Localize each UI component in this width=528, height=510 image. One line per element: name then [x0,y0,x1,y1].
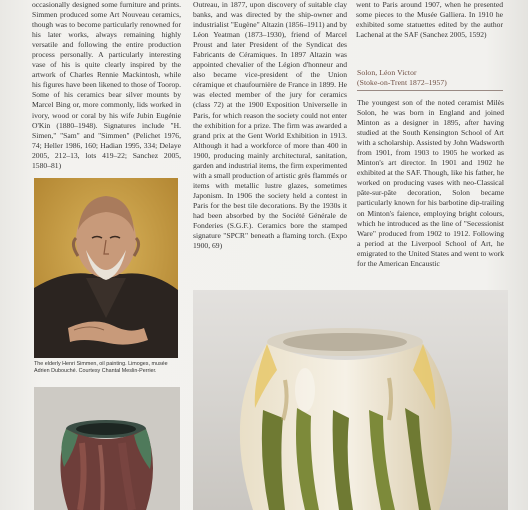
body-text: occasionally designed some furniture and prints. Simmen produced some Art Nouveau ceramics, though was to become particularly renowned for his later works, always remaining highly versatile and following the entire production process personally. A particularly interesting vase of his is quite clearly inspired by the artwork of Charles Rennie Mackintosh, while his figures have been likened to those of Toorop. Some of his ceramics bear silver mounts by Marcel Bing or, more commonly, lids worked in ivory, wood or coral by his wife Jubin Eugénie O'Kin (1880–1948). Signatures include "H. Simen," "Sam" and "Simmen" (Pelichet 1976, 74; Heller 1986, 160; Hadian 1995, 334; Delaye 2005, 212–13, lots 419–22; Sanchez 2005, 1580–81) [32,0,181,170]
body-text: went to Paris around 1907, when he presented some pieces to the Musée Galliera. In 1910 he exhibited some statuettes edited by the author Lachenal at the SAF (Sanchez 2005, 1592) [356,0,503,40]
entry-heading [357,68,507,88]
divider [357,90,503,91]
vase-image [193,290,508,510]
portrait-image [34,178,178,358]
vase-image [34,387,180,510]
text-column-left [32,0,181,183]
text-column-right [357,98,504,280]
portrait-painting [34,178,178,358]
figure-caption: The elderly Henri Simmen, oil painting. Limoges, musée Adrien Dubouché. Courtesy Chantal Meslin-Perrier. [34,361,168,375]
body-text: Outreau, in 1877, upon discovery of suitable clay banks, and was directed by the ship-owner and industrialist "Eugène" Altazin (1856–1911) and by Léon Yeatman (1873–1930), friend of Marcel Proust and later President of the Syndicat des Fabricants de Céramiques. In 1897 Altazin was appointed chevalier of the Légion d'honneur and also became vice-president of the Union céramique et chaufournière de France in 1899. He was elected member of the jury for ceramics (class 72) at the 1900 Exposition Universelle in Paris, for which reason the society could not enter the exhibition for a prize. The firm was awarded a grand prix at the Gent World Exhibition in 1913. Although it had a workforce of more than 400 in 1900, producing mainly architectural, sanitation, garden and industrial items, the firm experimented with a small production of artistic grès flammés or items with metallic lustre glazes, sometimes Japonism. In 1906 the society held a contest in Paris for the best tile decorations. By the 1930s it had been absorbed by the Société Générale de Fonderies (S.G.F.). Ceramics bore the stamped signature "SPCR" beneath a flaming torch. (Expo 1900, 69) [193,0,347,251]
entry-name: Solon, Léon Victor [357,68,417,77]
text-column-middle [193,0,347,278]
vase-photo-large [193,290,508,510]
text-column-right-top [356,0,503,46]
vase-photo-small [34,387,180,510]
entry-place: (Stoke-on-Trent 1872–1957) [357,78,447,88]
body-text: The youngest son of the noted ceramist Milès Solon, he was born in England and joined Minton as a designer in 1895, after having studied at the South Kensington School of Art with a scholarship. Assisted by John Wadsworth from 1901, from 1903 to 1905 he worked as Minton's art director. In 1901 and 1902 he exhibited at the SAF. Though, like his father, he worked on producing vases with neo-Classical pâte-sur-pâte decoration, Solon became particularly known for his barbotine dip-trailing on Minton's faience, employing bright colours, which he introduced as the line of "Secessionist Ware" produced from 1902 to 1912. Following a period at the Liverpool School of Art, he emigrated to the United States and went to work for the American Encaustic [357,98,504,268]
